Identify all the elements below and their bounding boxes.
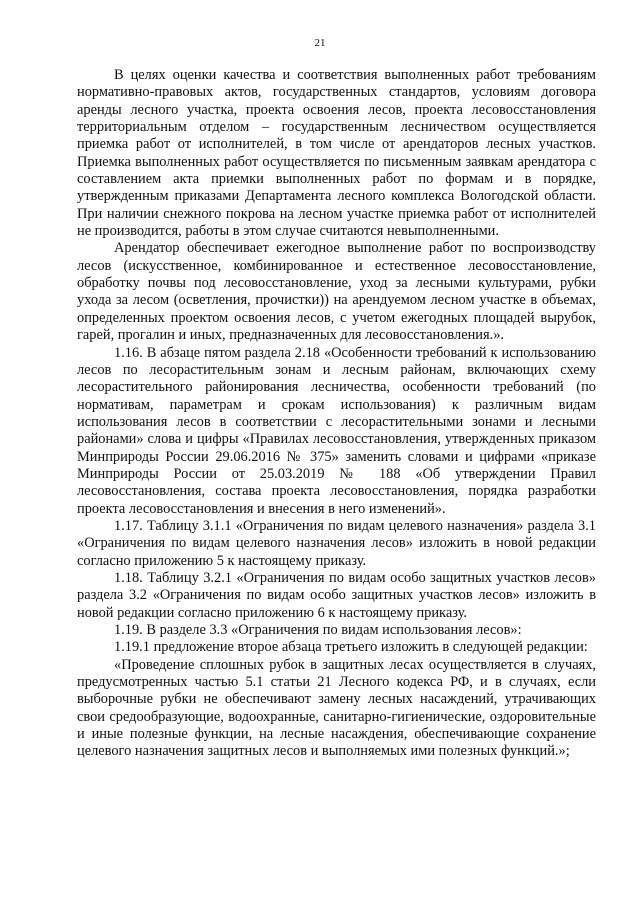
document-body [77, 67, 596, 761]
paragraph-tenant-obligations: Арендатор обеспечивает ежегодное выполнение работ по воспроизводству лесов (искусственное, комбинированное и естественное лесовосстановление, обработку почвы под лесовосстановление, уход за лесными культурами, рубки ухода за лесом (осветления, прочистки)) на арендуемом лесном участке в объемах, определенных проектом освоения лесов, с учетом ежегодных площадей вырубок, гарей, прогалин и иных, предназначенных для лесовосстановления.». [77, 240, 596, 344]
paragraph-item-1-16: 1.16. В абзаце пятом раздела 2.18 «Особенности требований к использованию лесов по лесорастительным зонам и лесным районам, включающих схему лесорастительного районирования лесничества, особенности требований (по нормативам, параметрам и срокам использования) к различным видам использования лесов в соответствии с лесорастительными зонами и лесными районами» слова и цифры «Правилах лесовосстановления, утвержденных приказом Минприроды России 29.06.2016 № 375» заменить словами и цифрами «приказе Минприроды России от 25.03.2019 № 188 «Об утверждении Правил лесовосстановления, состава проекта лесовосстановления, порядка разработки проекта лесовосстановления и внесения в него изменений». [77, 344, 596, 517]
paragraph-quoted-text: «Проведение сплошных рубок в защитных лесах осуществляется в случаях, предусмотренных частью 5.1 статьи 21 Лесного кодекса РФ, и в случаях, если выборочные рубки не обеспечивают замену лесных насаждений, утрачивающих свои средообразующие, водоохранные, санитарно-гигиенические, оздоровительные и иные полезные функции, на лесные насаждения, обеспечивающие сохранение целевого назначения защитных лесов и выполняемых ими полезных функций.»; [77, 656, 596, 760]
paragraph-item-1-18: 1.18. Таблицу 3.2.1 «Ограничения по видам особо защитных участков лесов» раздела 3.2 «Ограничения по видам особо защитных участков лесов» изложить в новой редакции согласно приложению 6 к настоящему приказу. [77, 569, 596, 621]
paragraph-item-1-17: 1.17. Таблицу 3.1.1 «Ограничения по видам целевого назначения» раздела 3.1 «Ограничения по видам целевого назначения лесов» изложить в новой редакции согласно приложению 5 к настоящему приказу. [77, 517, 596, 569]
page-number: 21 [314, 37, 326, 49]
paragraph-acceptance-of-works: В целях оценки качества и соответствия выполненных работ требованиям нормативно-правовых актов, государственных стандартов, условиям договора аренды лесного участка, проекта освоения лесов, проекта лесовосстановления территориальным отделом – государственным лесничеством осуществляется приемка работ от исполнителей, в том числе от арендаторов лесных участков. Приемка выполненных работ осуществляется по письменным заявкам арендатора с составлением акта приемки выполненных работ по формам и в порядке, утвержденным приказами Департамента лесного комплекса Вологодской области. При наличии снежного покрова на лесном участке приемка работ от исполнителей не производится, работы в этом случае считаются невыполненными. [77, 67, 596, 240]
paragraph-item-1-19-1: 1.19.1 предложение второе абзаца третьего изложить в следующей редакции: [114, 639, 588, 656]
paragraph-item-1-19: 1.19. В разделе 3.3 «Ограничения по видам использования лесов»: [114, 622, 522, 638]
